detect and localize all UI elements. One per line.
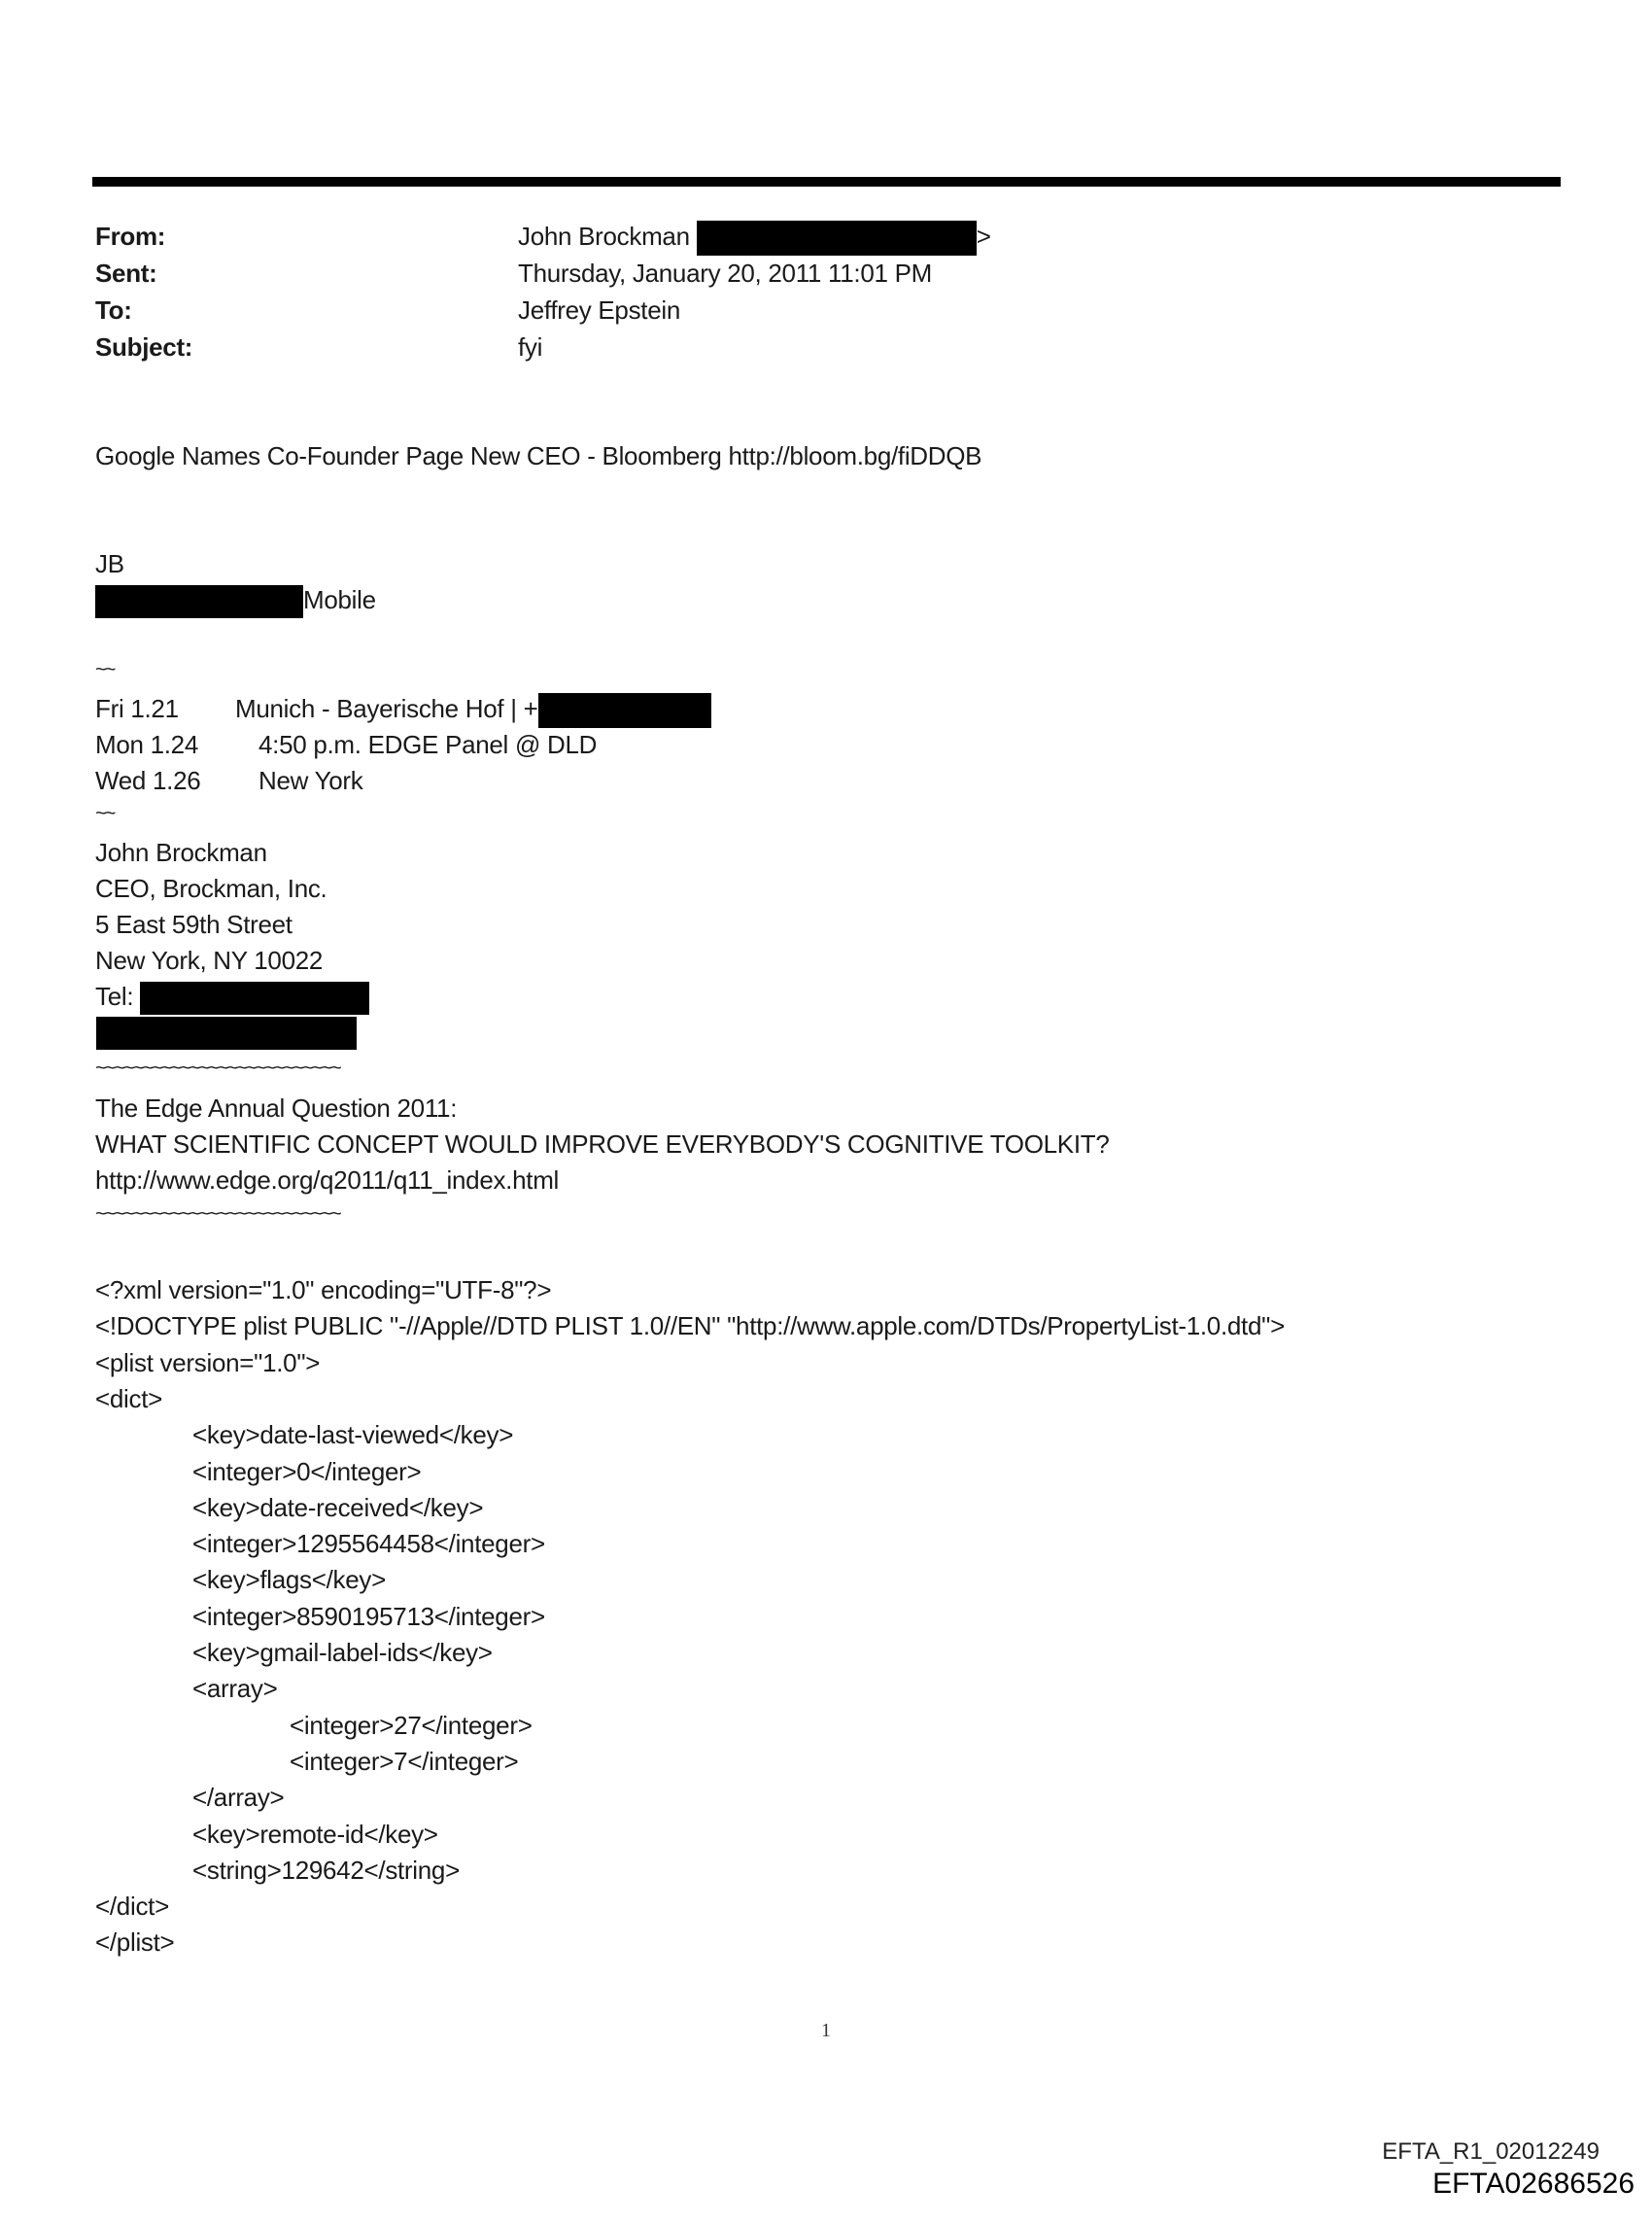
to-label: To: [95,295,132,325]
signature-title: CEO, Brockman, Inc. [95,874,327,903]
bates-number-secondary: EFTA02686526 [1432,2168,1635,2200]
header-rule [92,177,1561,187]
from-suffix: > [976,222,991,251]
redaction-box [140,982,369,1015]
bates-number-primary: EFTA_R1_02012249 [1382,2138,1600,2165]
signature-address1: 5 East 59th Street [95,910,293,939]
to-value: Jeffrey Epstein [518,295,681,325]
schedule-detail: New York [258,766,363,795]
plist-line: <integer>27</integer> [290,1710,533,1740]
redaction-box [96,1017,357,1050]
plist-line: <key>remote-id</key> [192,1819,438,1849]
schedule-day: Fri 1.21 [95,694,179,723]
sent-label: Sent: [95,259,157,288]
schedule-detail [235,692,711,728]
redaction-box [697,221,977,256]
schedule-detail: 4:50 p.m. EDGE Panel @ DLD [258,730,598,759]
separator-long: ~~~~~~~~~~~~~~~~~~~~~~~~~~ [95,1203,340,1225]
plist-line: <key>date-received</key> [192,1492,484,1522]
edge-question: WHAT SCIENTIFIC CONCEPT WOULD IMPROVE EVERYBODY'S COGNITIVE TOOLKIT? [95,1129,1110,1159]
page-number: 1 [821,2020,831,2041]
plist-line: <integer>7</integer> [290,1746,519,1776]
separator-long: ~~~~~~~~~~~~~~~~~~~~~~~~~~ [95,1058,340,1079]
plist-line: <integer>0</integer> [192,1456,422,1486]
subject-label: Subject: [95,332,193,362]
schedule-detail-text: Munich - Bayerische Hof | + [235,694,538,723]
plist-line: <plist version="1.0"> [95,1347,321,1377]
schedule-day: Wed 1.26 [95,766,201,795]
tel-label: Tel: [95,982,134,1011]
signature-address2: New York, NY 10022 [95,946,324,975]
redaction-box [538,693,711,728]
plist-line: <string>129642</string> [192,1855,460,1885]
plist-line: <!DOCTYPE plist PUBLIC "-//Apple//DTD PLIST 1.0//EN" "http://www.apple.com/DTDs/PropertyList-1.0.dtd"> [95,1311,1285,1341]
from-label: From: [95,222,166,251]
plist-line: </array> [192,1783,285,1813]
subject-value: fyi [518,332,543,362]
mobile-line [95,583,376,618]
plist-line: <key>date-last-viewed</key> [192,1420,514,1450]
plist-line: <key>gmail-label-ids</key> [192,1638,493,1667]
from-value [518,220,991,256]
schedule-day: Mon 1.24 [95,730,199,759]
edge-line1: The Edge Annual Question 2011: [95,1094,458,1123]
separator-short: ~~ [95,659,115,680]
plist-line: <key>flags</key> [192,1565,386,1595]
plist-line: </plist> [95,1927,175,1958]
mobile-label: Mobile [303,585,376,614]
plist-line: <?xml version="1.0" encoding="UTF-8"?> [95,1275,552,1304]
sent-value: Thursday, January 20, 2011 11:01 PM [518,259,932,288]
signoff: JB [95,549,124,578]
plist-line: <dict> [95,1383,163,1413]
separator-short: ~~ [95,803,115,824]
signature-tel [95,980,369,1015]
plist-line: <integer>8590195713</integer> [192,1601,545,1631]
signature-name: John Brockman [95,838,267,867]
edge-link[interactable]: http://www.edge.org/q2011/q11_index.html [95,1165,560,1195]
plist-line: <integer>1295564458</integer> [192,1529,545,1559]
plist-line: </dict> [95,1892,169,1922]
plist-line: <array> [192,1674,278,1704]
headline-link[interactable]: Google Names Co-Founder Page New CEO - Bloomberg http://bloom.bg/fiDDQB [95,441,982,470]
redaction-box [95,585,303,618]
from-name: John Brockman [518,222,690,251]
